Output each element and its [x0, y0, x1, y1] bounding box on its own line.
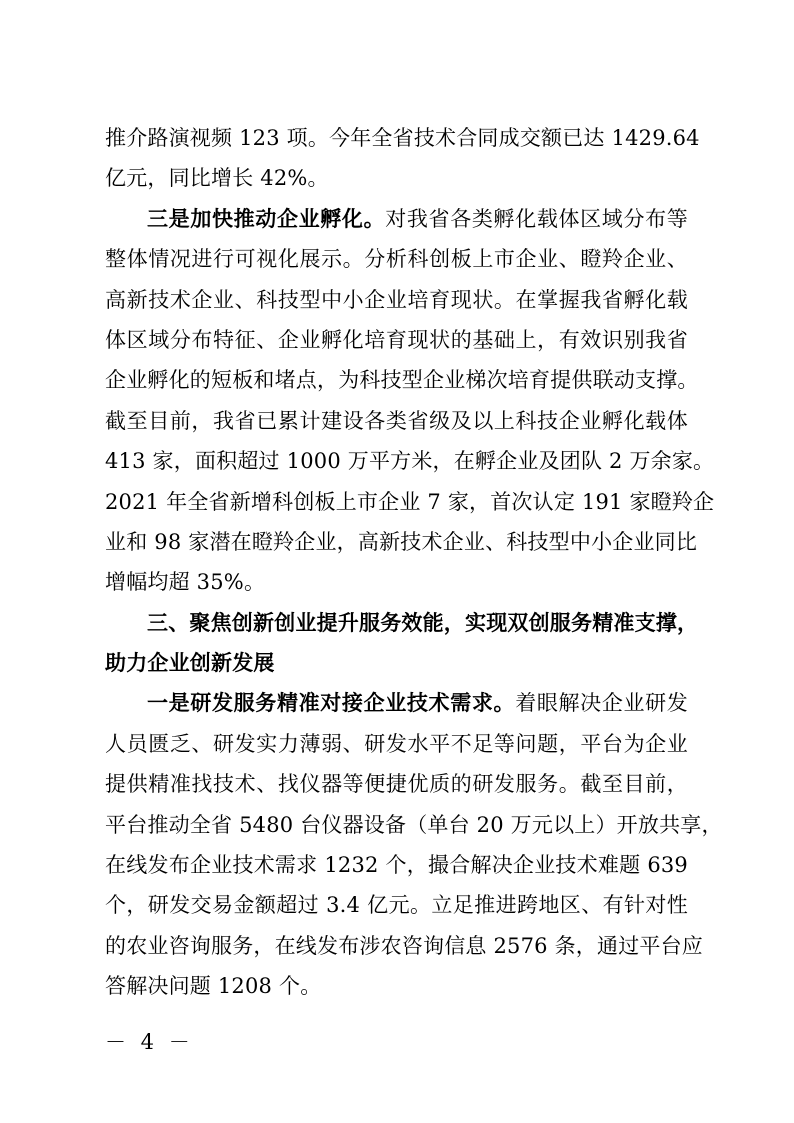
- paragraph-lead: 三是加快推动企业孵化。: [147, 205, 386, 231]
- text-line: 人员匮乏、研发实力薄弱、研发水平不足等问题，平台为企业: [105, 731, 688, 756]
- text-line: 业和 98 家潜在瞪羚企业，高新技术企业、科技型中小企业同比: [105, 529, 698, 554]
- paragraph-tech-contracts: [105, 118, 700, 199]
- document-body: [105, 118, 723, 1007]
- text-line: 2021 年全省新增科创板上市企业 7 家，首次认定 191 家瞪羚企: [105, 489, 715, 514]
- text-line: 高新技术企业、科技型中小企业培育现状。在掌握我省孵化载: [105, 287, 688, 312]
- text-line: [105, 683, 688, 723]
- text-line: 企业孵化的短板和堵点，为科技型企业梯次培育提供联动支撑。: [105, 368, 699, 393]
- text-line: 亿元，同比增长 42%。: [105, 166, 329, 191]
- section-heading-line: 三、聚焦创新创业提升服务效能，实现双创服务精准支撑，: [147, 610, 699, 635]
- text-line: 增幅均超 35%。: [105, 570, 266, 595]
- section-heading-line: 助力企业创新发展: [105, 651, 275, 676]
- text-line: 在线发布企业技术需求 1232 个，撮合解决企业技术难题 639: [105, 853, 688, 878]
- paragraph-enterprise-incubation: [105, 199, 715, 603]
- text-line: 个，研发交易金额超过 3.4 亿元。立足推进跨地区、有针对性: [105, 893, 688, 918]
- text-line: 体区域分布特征、企业孵化培育现状的基础上，有效识别我省: [105, 327, 688, 352]
- text-line: 截至目前，我省已累计建设各类省级及以上科技企业孵化载体: [105, 408, 688, 433]
- text-line: [105, 199, 688, 239]
- text-line: 提供精准找技术、找仪器等便捷优质的研发服务。截至目前，: [105, 772, 688, 797]
- paragraph-rd-services: [105, 683, 723, 1006]
- text-line: 413 家，面积超过 1000 万平方米，在孵企业及团队 2 万余家。: [105, 449, 715, 474]
- page-number: － 4 －: [105, 1030, 194, 1054]
- text-line: 答解决问题 1208 个。: [105, 974, 322, 999]
- text-span: 对我省各类孵化载体区域分布等: [385, 206, 688, 231]
- text-line: 推介路演视频 123 项。今年全省技术合同成交额已达 1429.64: [105, 126, 700, 150]
- text-span: 着眼解决企业研发: [515, 691, 688, 716]
- text-line: 平台推动全省 5480 台仪器设备（单台 20 万元以上）开放共享，: [105, 812, 723, 837]
- paragraph-lead: 一是研发服务精准对接企业技术需求。: [147, 690, 516, 716]
- text-line: 的农业咨询服务，在线发布涉农咨询信息 2576 条，通过平台应: [105, 933, 703, 958]
- section-heading: [105, 603, 699, 684]
- text-line: 整体情况进行可视化展示。分析科创板上市企业、瞪羚企业、: [105, 247, 688, 272]
